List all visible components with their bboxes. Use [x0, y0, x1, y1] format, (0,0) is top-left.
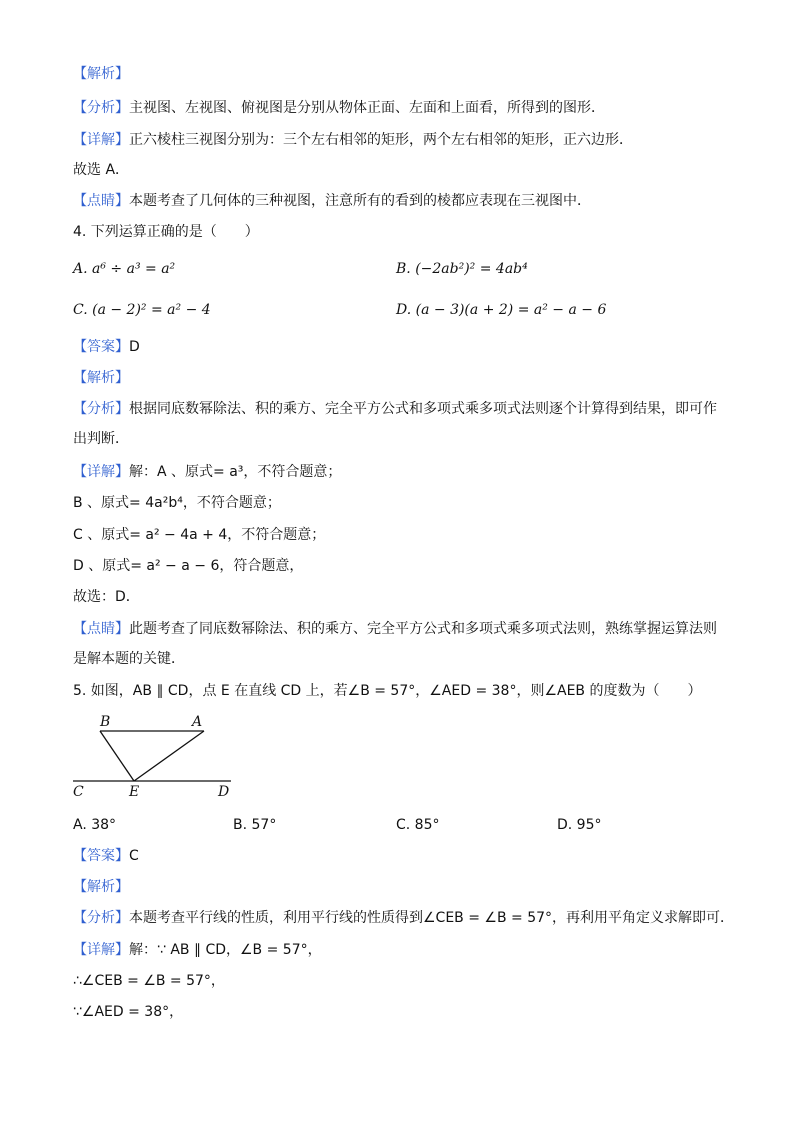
- detail-text: 解：∵ AB ∥ CD，∠B = 57°，: [129, 942, 322, 958]
- comment-line-q4: [73, 619, 717, 639]
- answer-line-q5: [73, 846, 139, 866]
- analysis-line-q5: [73, 908, 734, 928]
- detail-line-q4-c: C 、原式= a² − 4a + 4，不符合题意；: [73, 527, 326, 543]
- label-b: B: [100, 714, 111, 730]
- q5-option-b: B. 57°: [233, 817, 277, 833]
- label-d: D: [218, 784, 230, 800]
- analysis-line-q3: [73, 98, 605, 118]
- comment-tag: 【点睛】: [73, 621, 129, 637]
- line-ae: [134, 731, 204, 781]
- label-c: C: [73, 784, 84, 800]
- jiexi-heading-q5: 【解析】: [73, 879, 129, 895]
- q4-option-a: A. a⁶ ÷ a³ = a²: [73, 261, 176, 277]
- detail-line-q4-b: B 、原式= 4a²b⁴，不符合题意；: [73, 495, 281, 511]
- q5-option-c: C. 85°: [396, 817, 440, 833]
- analysis-tag: 【分析】: [73, 910, 129, 926]
- choice-line-q3: 故选 A．: [73, 162, 130, 178]
- detail-line-q3: [73, 130, 633, 150]
- analysis-text: 主视图、左视图、俯视图是分别从物体正面、左面和上面看，所得到的图形．: [129, 100, 605, 116]
- detail-text-a: 解：A 、原式= a³，不符合题意；: [129, 464, 342, 480]
- jiexi-heading-q3: 【解析】: [73, 66, 129, 82]
- q5-option-d: D. 95°: [557, 817, 602, 833]
- analysis-line-q4-cont: 出判断．: [73, 431, 129, 447]
- comment-text: 此题考查了同底数幂除法、积的乘方、完全平方公式和多项式乘多项式法则，熟练掌握运算法则: [129, 621, 717, 637]
- answer-value: D: [129, 339, 140, 355]
- q4-option-d: D. (a − 3)(a + 2) = a² − a − 6: [396, 302, 607, 318]
- answer-tag: 【答案】: [73, 848, 129, 864]
- q4-option-b: B. (−2ab²)² = 4ab⁴: [396, 261, 528, 277]
- analysis-text: 根据同底数幂除法、积的乘方、完全平方公式和多项式乘多项式法则逐个计算得到结果，即可作: [129, 401, 717, 417]
- q4-option-c: C. (a − 2)² = a² − 4: [73, 302, 211, 318]
- choice-line-q4: 故选：D．: [73, 589, 140, 605]
- detail-line-q4-d: D 、原式= a² − a − 6，符合题意，: [73, 558, 304, 574]
- analysis-tag: 【分析】: [73, 401, 129, 417]
- answer-tag: 【答案】: [73, 339, 129, 355]
- comment-tag: 【点睛】: [73, 193, 129, 209]
- detail-line-q4: [73, 462, 341, 482]
- detail-line-q5: [73, 940, 322, 960]
- q5-figure: [66, 710, 246, 802]
- q5-option-a: A. 38°: [73, 817, 117, 833]
- question-4-stem: 4. 下列运算正确的是（ ）: [73, 224, 259, 240]
- detail-text: 正六棱柱三视图分别为：三个左右相邻的矩形，两个左右相邻的矩形，正六边形．: [129, 132, 633, 148]
- detail-tag: 【详解】: [73, 942, 129, 958]
- detail-line-q5-3: ∵∠AED = 38°，: [73, 1004, 184, 1020]
- comment-line-q4-cont: 是解本题的关键．: [73, 651, 185, 667]
- detail-line-q5-2: ∴∠CEB = ∠B = 57°，: [73, 973, 225, 989]
- analysis-tag: 【分析】: [73, 100, 129, 116]
- label-e: E: [129, 784, 140, 800]
- analysis-line-q4: [73, 399, 717, 419]
- comment-line-q3: [73, 191, 591, 211]
- line-be: [100, 731, 134, 781]
- analysis-text: 本题考查平行线的性质，利用平行线的性质得到∠CEB = ∠B = 57°，再利用平角定义求解即可．: [129, 910, 735, 926]
- detail-tag: 【详解】: [73, 464, 129, 480]
- comment-text: 本题考查了几何体的三种视图，注意所有的看到的棱都应表现在三视图中．: [129, 193, 591, 209]
- answer-line-q4: [73, 337, 140, 357]
- answer-value: C: [129, 848, 139, 864]
- jiexi-heading-q4: 【解析】: [73, 370, 129, 386]
- question-5-stem: 5. 如图，AB ∥ CD，点 E 在直线 CD 上，若∠B = 57°，∠AED = 38°，则∠AEB 的度数为（ ）: [73, 683, 702, 699]
- label-a: A: [192, 714, 203, 730]
- detail-tag: 【详解】: [73, 132, 129, 148]
